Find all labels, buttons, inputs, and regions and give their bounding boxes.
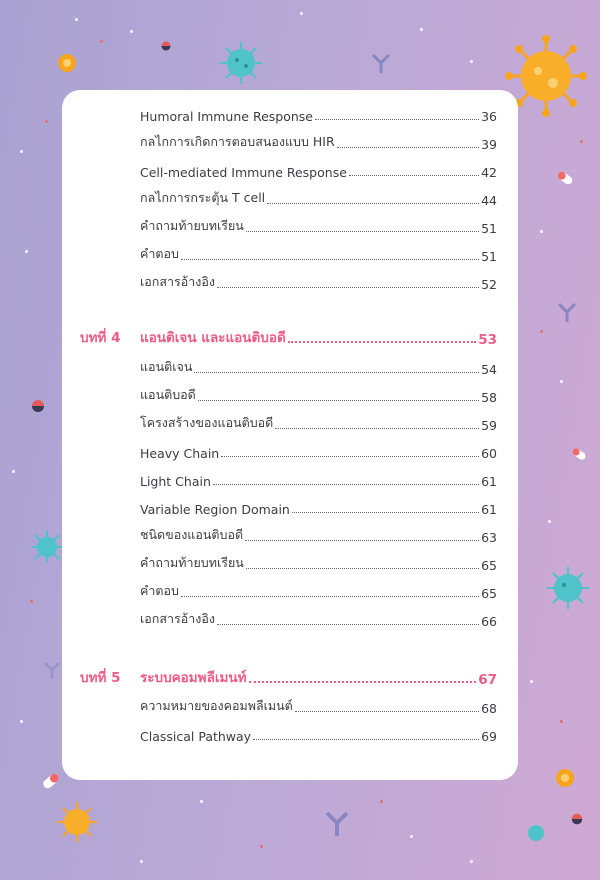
toc-entry-page: 58 [481,390,497,405]
antibody-icon [322,808,352,838]
toc-entry[interactable] [140,495,497,517]
toc-entry-title: Classical Pathway [140,729,252,744]
toc-entry-title: แอนติบอดี [140,387,196,402]
dot-leader [267,203,479,204]
toc-entry-page: 39 [481,137,497,152]
toc-entry-title: Humoral Immune Response [140,109,313,124]
dot-leader [217,624,479,625]
toc-entry-page: 61 [481,502,497,517]
dot-leader [315,119,479,120]
toc-entry[interactable] [140,439,497,461]
dot-leader [213,484,479,485]
toc-entry-title: คำถามท้ายบทเรียน [140,555,244,570]
toc-entry[interactable] [140,523,497,545]
toc-entry[interactable] [140,186,497,208]
toc-entry-page: 65 [481,558,497,573]
dot-leader [246,568,479,569]
toc-entry-title: Light Chain [140,474,211,489]
toc-entry-page: 68 [481,701,497,716]
toc-entry[interactable] [140,270,497,292]
virus-icon [552,765,578,791]
toc-entry[interactable] [140,355,497,377]
toc-entry[interactable] [140,722,497,744]
chapter-title: แอนติเจน และแอนติบอดี [140,330,286,346]
dot-leader [217,287,479,288]
virus-icon [218,40,264,86]
toc-entry[interactable] [140,242,497,264]
virus-icon [56,52,78,74]
toc-entry[interactable] [140,411,497,433]
toc-entry-page: 51 [481,221,497,236]
chapter-page: 53 [478,332,497,348]
toc-entry-title: โครงสร้างของแอนติบอดี [140,415,274,430]
virus-icon [525,822,547,844]
chapter-number: บทที่ 5 [80,670,121,686]
dot-leader [198,400,479,401]
toc-entry-title: กลไกการกระตุ้น T cell [140,190,266,205]
toc-entry-title: เอกสารอ้างอิง [140,611,215,626]
toc-entry-page: 36 [481,109,497,124]
antibody-icon [370,52,392,74]
dot-leader [245,540,479,541]
dot-leader [181,259,479,260]
dot-leader [181,596,479,597]
toc-entry[interactable] [140,130,497,152]
toc-entry[interactable] [140,579,497,601]
pill-icon [30,398,46,414]
toc-entry-page: 60 [481,446,497,461]
dot-leader [295,711,479,712]
toc-entry-page: 52 [481,277,497,292]
pill-icon [555,168,575,188]
toc-entry-title: กลไกการเกิดการตอบสนองแบบ HIR [140,134,335,149]
chapter-4-heading[interactable] [80,324,497,348]
dot-leader [249,681,477,683]
toc-entry-title: แอนติเจน [140,359,193,374]
dot-leader [221,456,479,457]
pill-icon [570,445,588,463]
toc-entry-title: Variable Region Domain [140,502,290,517]
dot-leader [288,341,476,343]
toc-entry-page: 69 [481,729,497,744]
dot-leader [194,372,479,373]
toc-entry-page: 66 [481,614,497,629]
toc-entry-title: ความหมายของคอมพลีเมนต์ [140,698,293,713]
chapter-title: ระบบคอมพลีเมนท์ [140,670,247,686]
dot-leader [337,147,479,148]
toc-entry-page: 44 [481,193,497,208]
toc-entry-title: Cell-mediated Immune Response [140,165,347,180]
dot-leader [275,428,479,429]
pill-icon [160,40,172,52]
toc-entry-title: ชนิดของแอนติบอดี [140,527,244,542]
antibody-icon [555,300,579,324]
toc-entry-title: คำถามท้ายบทเรียน [140,218,244,233]
toc-entry-title: Heavy Chain [140,446,220,461]
dot-leader [349,175,479,176]
toc-entry[interactable] [140,694,497,716]
toc-entry-page: 42 [481,165,497,180]
toc-entry[interactable] [140,158,497,180]
toc-entry[interactable] [140,607,497,629]
virus-icon [30,530,64,564]
chapter-number: บทที่ 4 [80,330,121,346]
toc-entry-title: คำตอบ [140,246,179,261]
virus-icon [545,565,591,611]
toc-entry[interactable] [140,214,497,236]
toc-entry[interactable] [140,467,497,489]
pill-icon [40,770,62,792]
toc-entry[interactable] [140,551,497,573]
toc-entry-title: คำตอบ [140,583,179,598]
toc-entry-title: เอกสารอ้างอิง [140,274,215,289]
toc-entry[interactable] [140,102,497,124]
toc-entry-page: 63 [481,530,497,545]
toc-entry-page: 59 [481,418,497,433]
toc-entry-page: 61 [481,474,497,489]
virus-icon [55,800,99,844]
dot-leader [246,231,479,232]
chapter-5-heading[interactable] [80,664,497,688]
toc-entry-page: 54 [481,362,497,377]
chapter-page: 67 [478,672,497,688]
antibody-icon [42,660,62,680]
dot-leader [292,512,479,513]
toc-entry[interactable] [140,383,497,405]
dot-leader [253,739,479,740]
pill-icon [570,812,584,826]
toc-entry-page: 65 [481,586,497,601]
toc-entry-page: 51 [481,249,497,264]
